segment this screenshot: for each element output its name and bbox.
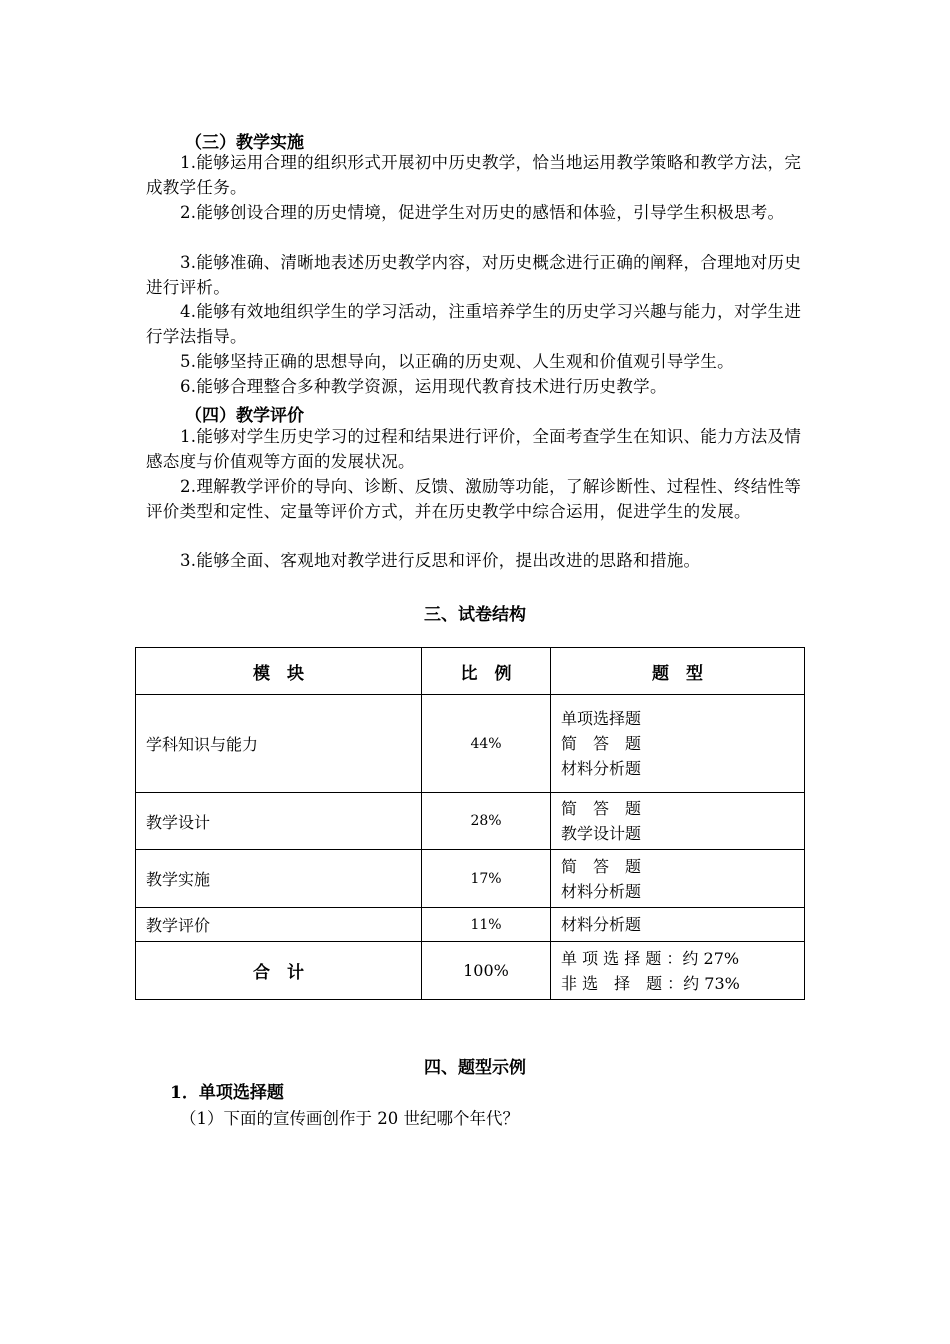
total-question-types-cell: 单 项 选 择 题 ：约 27% 非 选 择 题 ：约 73% [551,942,805,1000]
table-row [136,850,805,908]
exam-structure-title: 三、试卷结构 [424,605,526,625]
exam-structure-table [135,647,805,1000]
list-item: 2.理解教学评价的导向、诊断、反馈、激励等功能，了解诊断性、过程性、终结性等评价类型和定性、定量等评价方式，并在历史教学中综合运用，促进学生的发展。 [146,477,802,521]
table-header-row [136,648,805,695]
list-item: 1.能够运用合理的组织形式开展初中历史教学，恰当地运用教学策略和教学方法，完成教学任务。 [146,153,802,197]
table-total-row [136,942,805,1000]
table-row [136,908,805,942]
question-types-cell: 简 答 题 教学设计题 [551,793,805,850]
single-choice-heading: 1．单项选择题 [170,1083,284,1103]
total-label-cell: 合 计 [136,942,422,1000]
ratio-cell: 44% [422,695,551,793]
list-item: 3.能够全面、客观地对教学进行反思和评价，提出改进的思路和措施。 [180,551,701,570]
list-item: 3.能够准确、清晰地表述历史教学内容，对历史概念进行正确的阐释，合理地对历史进行评析。 [146,253,802,297]
list-item: 5.能够坚持正确的思想导向，以正确的历史观、人生观和价值观引导学生。 [180,352,734,371]
column-header-question-type: 题 型 [551,648,805,695]
question-types-cell: 简 答 题 材料分析题 [551,850,805,908]
total-ratio-cell: 100% [422,942,551,1000]
list-item: 1.能够对学生历史学习的过程和结果进行评价，全面考查学生在知识、能力方法及情感态度与价值观等方面的发展状况。 [146,427,802,471]
module-cell: 学科知识与能力 [136,695,422,793]
question-examples-title: 四、题型示例 [424,1058,526,1078]
list-item: 4.能够有效地组织学生的学习活动，注重培养学生的历史学习兴趣与能力，对学生进行学法指导。 [146,302,802,346]
ratio-cell: 11% [422,908,551,942]
table-row [136,793,805,850]
question-types-cell: 单项选择题 简 答 题 材料分析题 [551,695,805,793]
question-types-cell: 材料分析题 [551,908,805,942]
list-item: 6.能够合理整合多种教学资源，运用现代教育技术进行历史教学。 [180,377,667,396]
example-question: （1）下面的宣传画创作于 20 世纪哪个年代？ [180,1109,519,1128]
ratio-cell: 17% [422,850,551,908]
section-heading-teaching-evaluation: （四）教学评价 [185,406,304,426]
table-row [136,695,805,793]
module-cell: 教学评价 [136,908,422,942]
module-cell: 教学实施 [136,850,422,908]
section-heading-teaching-implementation: （三）教学实施 [185,133,304,153]
column-header-module: 模 块 [136,648,422,695]
ratio-cell: 28% [422,793,551,850]
column-header-ratio: 比 例 [422,648,551,695]
list-item: 2.能够创设合理的历史情境，促进学生对历史的感悟和体验，引导学生积极思考。 [180,203,785,222]
module-cell: 教学设计 [136,793,422,850]
